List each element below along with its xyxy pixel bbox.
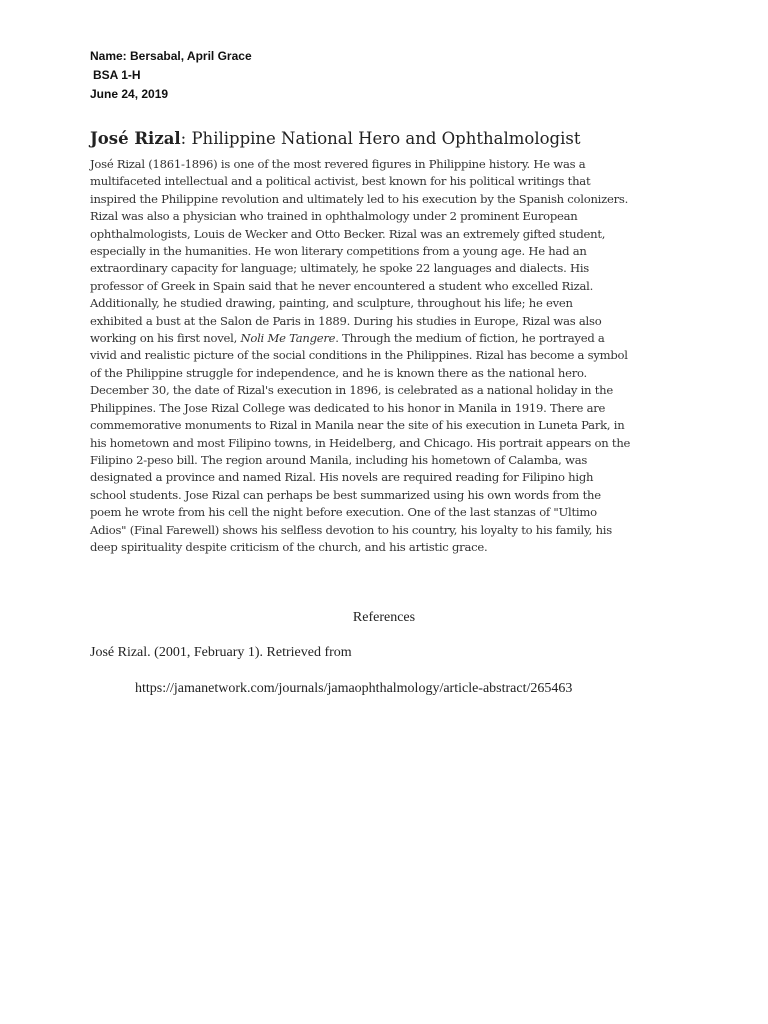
body-line: inspired the Philippine revolution and ultimately led to his execution by the Spanish colonizers.: [90, 191, 629, 206]
body-line: multifaceted intellectual and a political activist, best known for his political writings that: [90, 174, 591, 189]
title-rest: : Philippine National Hero and Ophthalmologist: [180, 129, 581, 148]
essay-body: [90, 156, 680, 556]
body-line: Filipino 2-peso bill. The region around Manila, including his hometown of Calamba, was: [90, 452, 588, 467]
body-line: Rizal was also a physician who trained in ophthalmology under 2 prominent European: [90, 209, 578, 224]
body-line: vivid and realistic picture of the social conditions in the Philippines. Rizal has become a symbol: [90, 348, 628, 363]
body-line: school students. Jose Rizal can perhaps be best summarized using his own words from the: [90, 487, 601, 502]
body-line: of the Philippine struggle for independence, and he is known there as the national hero.: [90, 365, 587, 380]
student-info: [90, 47, 252, 104]
reference-url: https://jamanetwork.com/journals/jamaophthalmology/article-abstract/265463: [135, 681, 573, 696]
body-line-segment: working on his first novel,: [90, 331, 241, 346]
body-line: commemorative monuments to Rizal in Manila near the site of his execution in Luneta Park, in: [90, 418, 625, 433]
page-title: [90, 128, 580, 150]
body-line-segment: . Through the medium of fiction, he portrayed a: [335, 331, 605, 346]
student-name: Name: Bersabal, April Grace: [90, 49, 252, 63]
body-line: deep spirituality despite criticism of the church, and his artistic grace.: [90, 539, 488, 554]
body-line: designated a province and named Rizal. His novels are required reading for Filipino high: [90, 470, 594, 485]
references-heading: References: [352, 610, 416, 625]
body-line: Philippines. The Jose Rizal College was dedicated to his honor in Manila in 1919. There are: [90, 400, 606, 415]
body-line: his hometown and most Filipino towns, in Heidelberg, and Chicago. His portrait appears on the: [90, 435, 631, 450]
body-line: especially in the humanities. He won literary competitions from a young age. He had an: [90, 244, 587, 259]
body-line: Additionally, he studied drawing, painting, and sculpture, throughout his life; he even: [90, 296, 573, 311]
body-line: exhibited a bust at the Salon de Paris in 1889. During his studies in Europe, Rizal was also: [90, 313, 602, 328]
reference-entry: José Rizal. (2001, February 1). Retrieved from: [90, 645, 352, 660]
novel-title: Noli Me Tangere: [240, 331, 336, 346]
body-line: José Rizal (1861-1896) is one of the most revered figures in Philippine history. He was a: [90, 157, 586, 171]
body-line-with-italic: [90, 330, 680, 347]
document-date: June 24, 2019: [90, 87, 169, 101]
body-line: extraordinary capacity for language; ultimately, he spoke 22 languages and dialects. His: [90, 261, 589, 276]
body-line: poem he wrote from his cell the night before execution. One of the last stanzas of "Ultimo: [90, 505, 597, 520]
title-bold-part: José Rizal: [90, 129, 181, 148]
body-line: Adios" (Final Farewell) shows his selfless devotion to his country, his loyalty to his family, his: [90, 522, 612, 537]
body-line: ophthalmologists, Louis de Wecker and Otto Becker. Rizal was an extremely gifted student,: [90, 226, 606, 241]
body-line: December 30, the date of Rizal's execution in 1896, is celebrated as a national holiday in the: [90, 383, 613, 398]
student-class: BSA 1-H: [93, 68, 141, 82]
body-line: professor of Greek in Spain said that he never encountered a student who excelled Rizal.: [90, 278, 594, 293]
